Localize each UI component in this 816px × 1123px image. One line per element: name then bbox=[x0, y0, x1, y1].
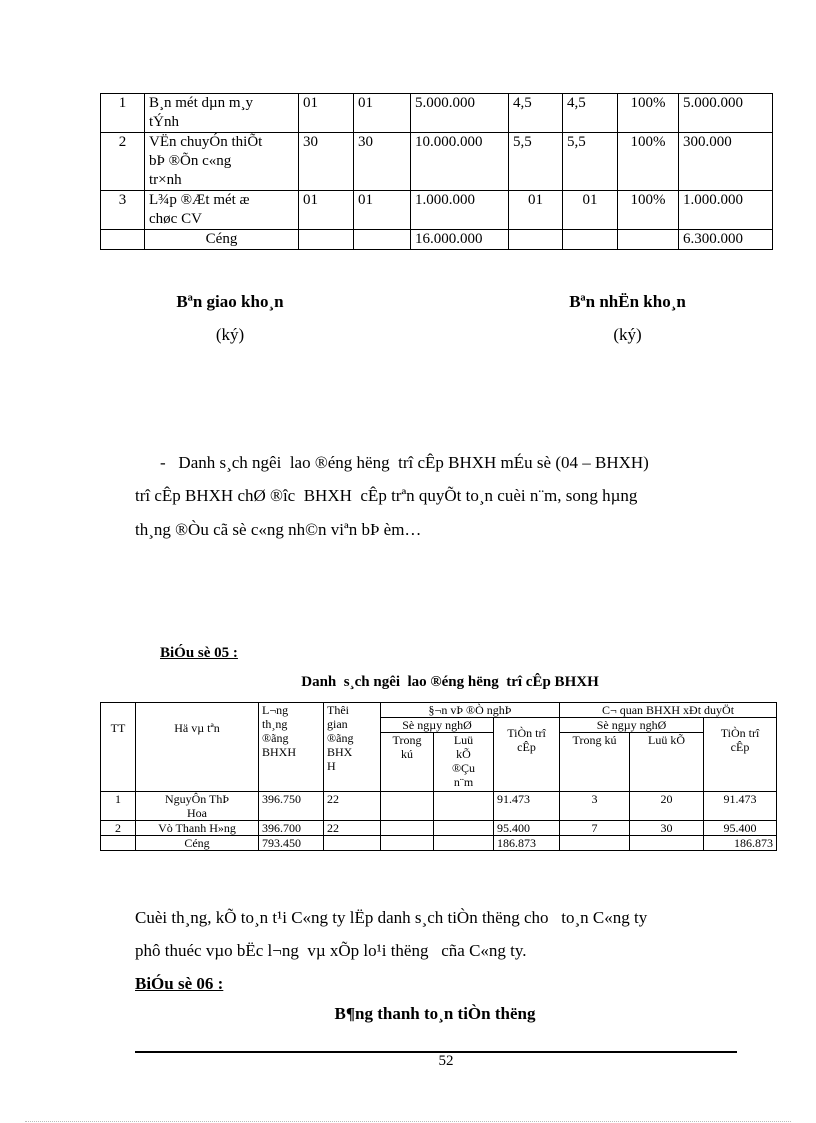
contract-table bbox=[100, 93, 773, 250]
page-number: 52 bbox=[438, 1053, 454, 1069]
table-row: 2 Vò Thanh H»ng 396.700 22 95.400 7 30 95.400 bbox=[101, 821, 777, 836]
paragraph-line: th¸ng ®Òu cã sè c«ng nh©n viªn bÞ èm… bbox=[135, 520, 422, 539]
table-header-row: TT Hä vµ tªn L¬ng th¸ng ®ãng BHXH Thêi gian ®ãng BHX H §¬n vÞ ®Ò nghÞ C¬ quan BHXH xÐt duyÖt bbox=[101, 703, 777, 718]
section-06-title: B¶ng thanh to¸n tiÒn thëng bbox=[334, 1004, 536, 1023]
paragraph-line: Cuèi th¸ng, kÕ to¸n t¹i C«ng ty lËp danh s¸ch tiÒn thëng cho to¸n C«ng ty bbox=[135, 908, 648, 927]
signature-right-sub: (ký) bbox=[613, 325, 642, 344]
benefit-table bbox=[100, 702, 777, 851]
paragraph-line: trî cÊp BHXH chØ ®îc BHXH cÊp trªn quyÕt to¸n cuèi n¨m, song hµng bbox=[135, 486, 638, 505]
table-header-row: Trong kú Luü kÕ ®Çu n¨m Trong kú Luü kÕ bbox=[101, 733, 777, 792]
signature-right-title: Bªn nhËn kho¸n bbox=[569, 292, 686, 311]
signature-left-title: Bªn giao kho¸n bbox=[176, 292, 284, 311]
section-05-title: Danh s¸ch ngêi lao ®éng hëng trî cÊp BHXH bbox=[301, 674, 599, 690]
paragraph-line: phô thuéc vµo bËc l¬ng vµ xÕp lo¹i thëng cña C«ng ty. bbox=[135, 941, 527, 960]
section-05-label: BiÓu sè 05 : bbox=[160, 645, 238, 661]
table-row: 3 L¾p ®Æt mét æ chøc CV 01 01 1.000.000 01 01 100% 1.000.000 bbox=[101, 191, 773, 230]
table-total-row: Céng 793.450 186.873 186.873 bbox=[101, 836, 777, 851]
signature-left-sub: (ký) bbox=[215, 325, 245, 344]
table-row: 1 NguyÔn ThÞ Hoa 396.750 22 91.473 3 20 91.473 bbox=[101, 792, 777, 821]
paragraph-line: - Danh s¸ch ngêi lao ®éng hëng trî cÊp BHXH mÉu sè (04 – BHXH) bbox=[160, 453, 649, 472]
page-bottom-dotted-line bbox=[25, 1121, 791, 1122]
table-total-row: Céng 16.000.000 6.300.000 bbox=[101, 230, 773, 250]
table-row: 2 VËn chuyÓn thiÕt bÞ ®Õn c«ng tr×nh 30 30 10.000.000 5,5 5,5 100% 300.000 bbox=[101, 133, 773, 191]
table-header-row: Sè ngµy nghØ TiÒn trî cÊp Sè ngµy nghØ TiÒn trî cÊp bbox=[101, 718, 777, 733]
section-06-label: BiÓu sè 06 : bbox=[135, 974, 224, 993]
table-row: 1 B¸n mét dµn m¸y tÝnh 01 01 5.000.000 4,5 4,5 100% 5.000.000 bbox=[101, 94, 773, 133]
